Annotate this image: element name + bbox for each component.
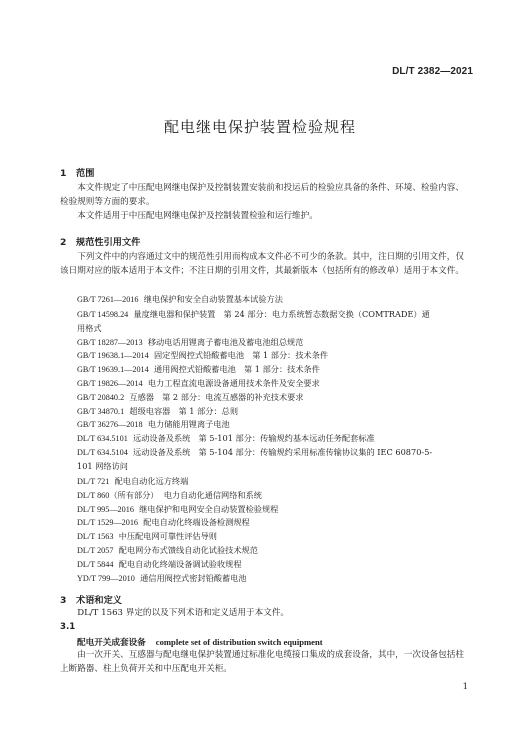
reference-item: GB/T 20840.2 互感器 第 2 部分：电流互感器的补充技术要求 [77, 392, 304, 402]
section-3-heading [60, 592, 122, 606]
page-number: 1 [462, 682, 468, 692]
term-definition: 由一次开关、互感器与配电继电保护装置通过标准化电缆接口集成的成套设备，其中，一次设备包括柱上断路器、柱上负荷开关和中压配电开关柜。 [60, 650, 464, 674]
section-3-title: 术语和定义 [76, 595, 122, 606]
section-2-heading [60, 234, 140, 248]
section-2-paragraph: 下列文件中的内容通过文中的规范性引用而构成本文件必不可少的条款。其中，注日期的引用文件，仅该日期对应的版本适用于本文件；不注日期的引用文件，其最新版本（包括所有的修改单）适用于本文件。 [60, 252, 464, 276]
reference-item: GB/T 19826—2014 电力工程直流电源设备通用技术条件及安全要求 [77, 378, 320, 388]
reference-item: DL/T 995—2016 继电保护和电网安全自动装置检验规程 [77, 504, 279, 514]
reference-item: DL/T 1563 中压配电网可靠性评估导则 [77, 531, 217, 541]
reference-item: GB/T 34870.1 超级电容器 第 1 部分：总则 [77, 406, 239, 416]
section-2-title: 规范性引用文件 [76, 237, 141, 248]
section-2-number: 2 [60, 237, 67, 248]
term-chinese: 配电开关成套设备 [77, 638, 146, 648]
reference-item: DL/T 634.5104 远动设备及系统 第 5-104 部分：传输规约采用标准传输协议集的 IEC 60870-5- [77, 447, 433, 457]
term-heading [77, 636, 323, 648]
section-1-paragraph-2: 本文件适用于中压配电网继电保护及控制装置检验和运行维护。 [77, 211, 318, 221]
reference-item: GB/T 19638.1—2014 固定型阀控式铅酸蓄电池 第 1 部分：技术条件 [77, 350, 329, 360]
reference-item: DL/T 721 配电自动化远方终端 [77, 476, 189, 486]
reference-item: GB/T 14598.24 量度继电器和保护装置 第 24 部分：电力系统暂态数据交换（COMTRADE）通 [77, 309, 430, 319]
document-code: DL/T 2382—2021 [392, 66, 473, 77]
reference-item: DL/T 1529—2016 配电自动化终端设备检测规程 [77, 517, 250, 527]
section-1-heading [60, 165, 94, 179]
reference-item: GB/T 19639.1—2014 通用阀控式铅酸蓄电池 第 1 部分：技术条件 [77, 364, 320, 374]
reference-item-continuation: 101 网络访问 [77, 461, 128, 471]
term-english: complete set of distribution switch equipment [155, 637, 323, 647]
document-title: 配电继电保护装置检验规程 [163, 118, 356, 136]
reference-item: DL/T 860（所有部分） 电力自动化通信网络和系统 [77, 490, 262, 500]
section-1-number: 1 [60, 168, 67, 179]
reference-item: GB/T 18287—2013 移动电话用锂离子蓄电池及蓄电池组总规范 [77, 337, 304, 347]
reference-item: GB/T 36276—2018 电力储能用锂离子电池 [77, 419, 230, 429]
section-3-paragraph: DL/T 1563 界定的以及下列术语和定义适用于本文件。 [77, 608, 290, 618]
reference-item-continuation: 用格式 [77, 323, 102, 333]
reference-item: DL/T 5844 配电自动化终端设备调试验收规程 [77, 559, 242, 569]
reference-item: GB/T 7261—2016 继电保护和安全自动装置基本试验方法 [77, 294, 283, 304]
reference-item: DL/T 634.5101 远动设备及系统 第 5-101 部分：传输规约基本远动任务配套标准 [77, 433, 375, 443]
reference-item: DL/T 2057 配电网分布式馈线自动化试验技术规范 [77, 545, 258, 555]
reference-item: YD/T 799—2010 通信用阀控式密封铅酸蓄电池 [77, 573, 247, 583]
section-1-paragraph-1: 本文件规定了中压配电网继电保护及控制装置安装前和投运后的检验应具备的条件、环境、检验内容、检验规则等方面的要求。 [60, 183, 464, 207]
term-number: 3.1 [60, 622, 76, 632]
section-1-title: 范围 [76, 168, 95, 179]
section-3-number: 3 [60, 595, 67, 606]
